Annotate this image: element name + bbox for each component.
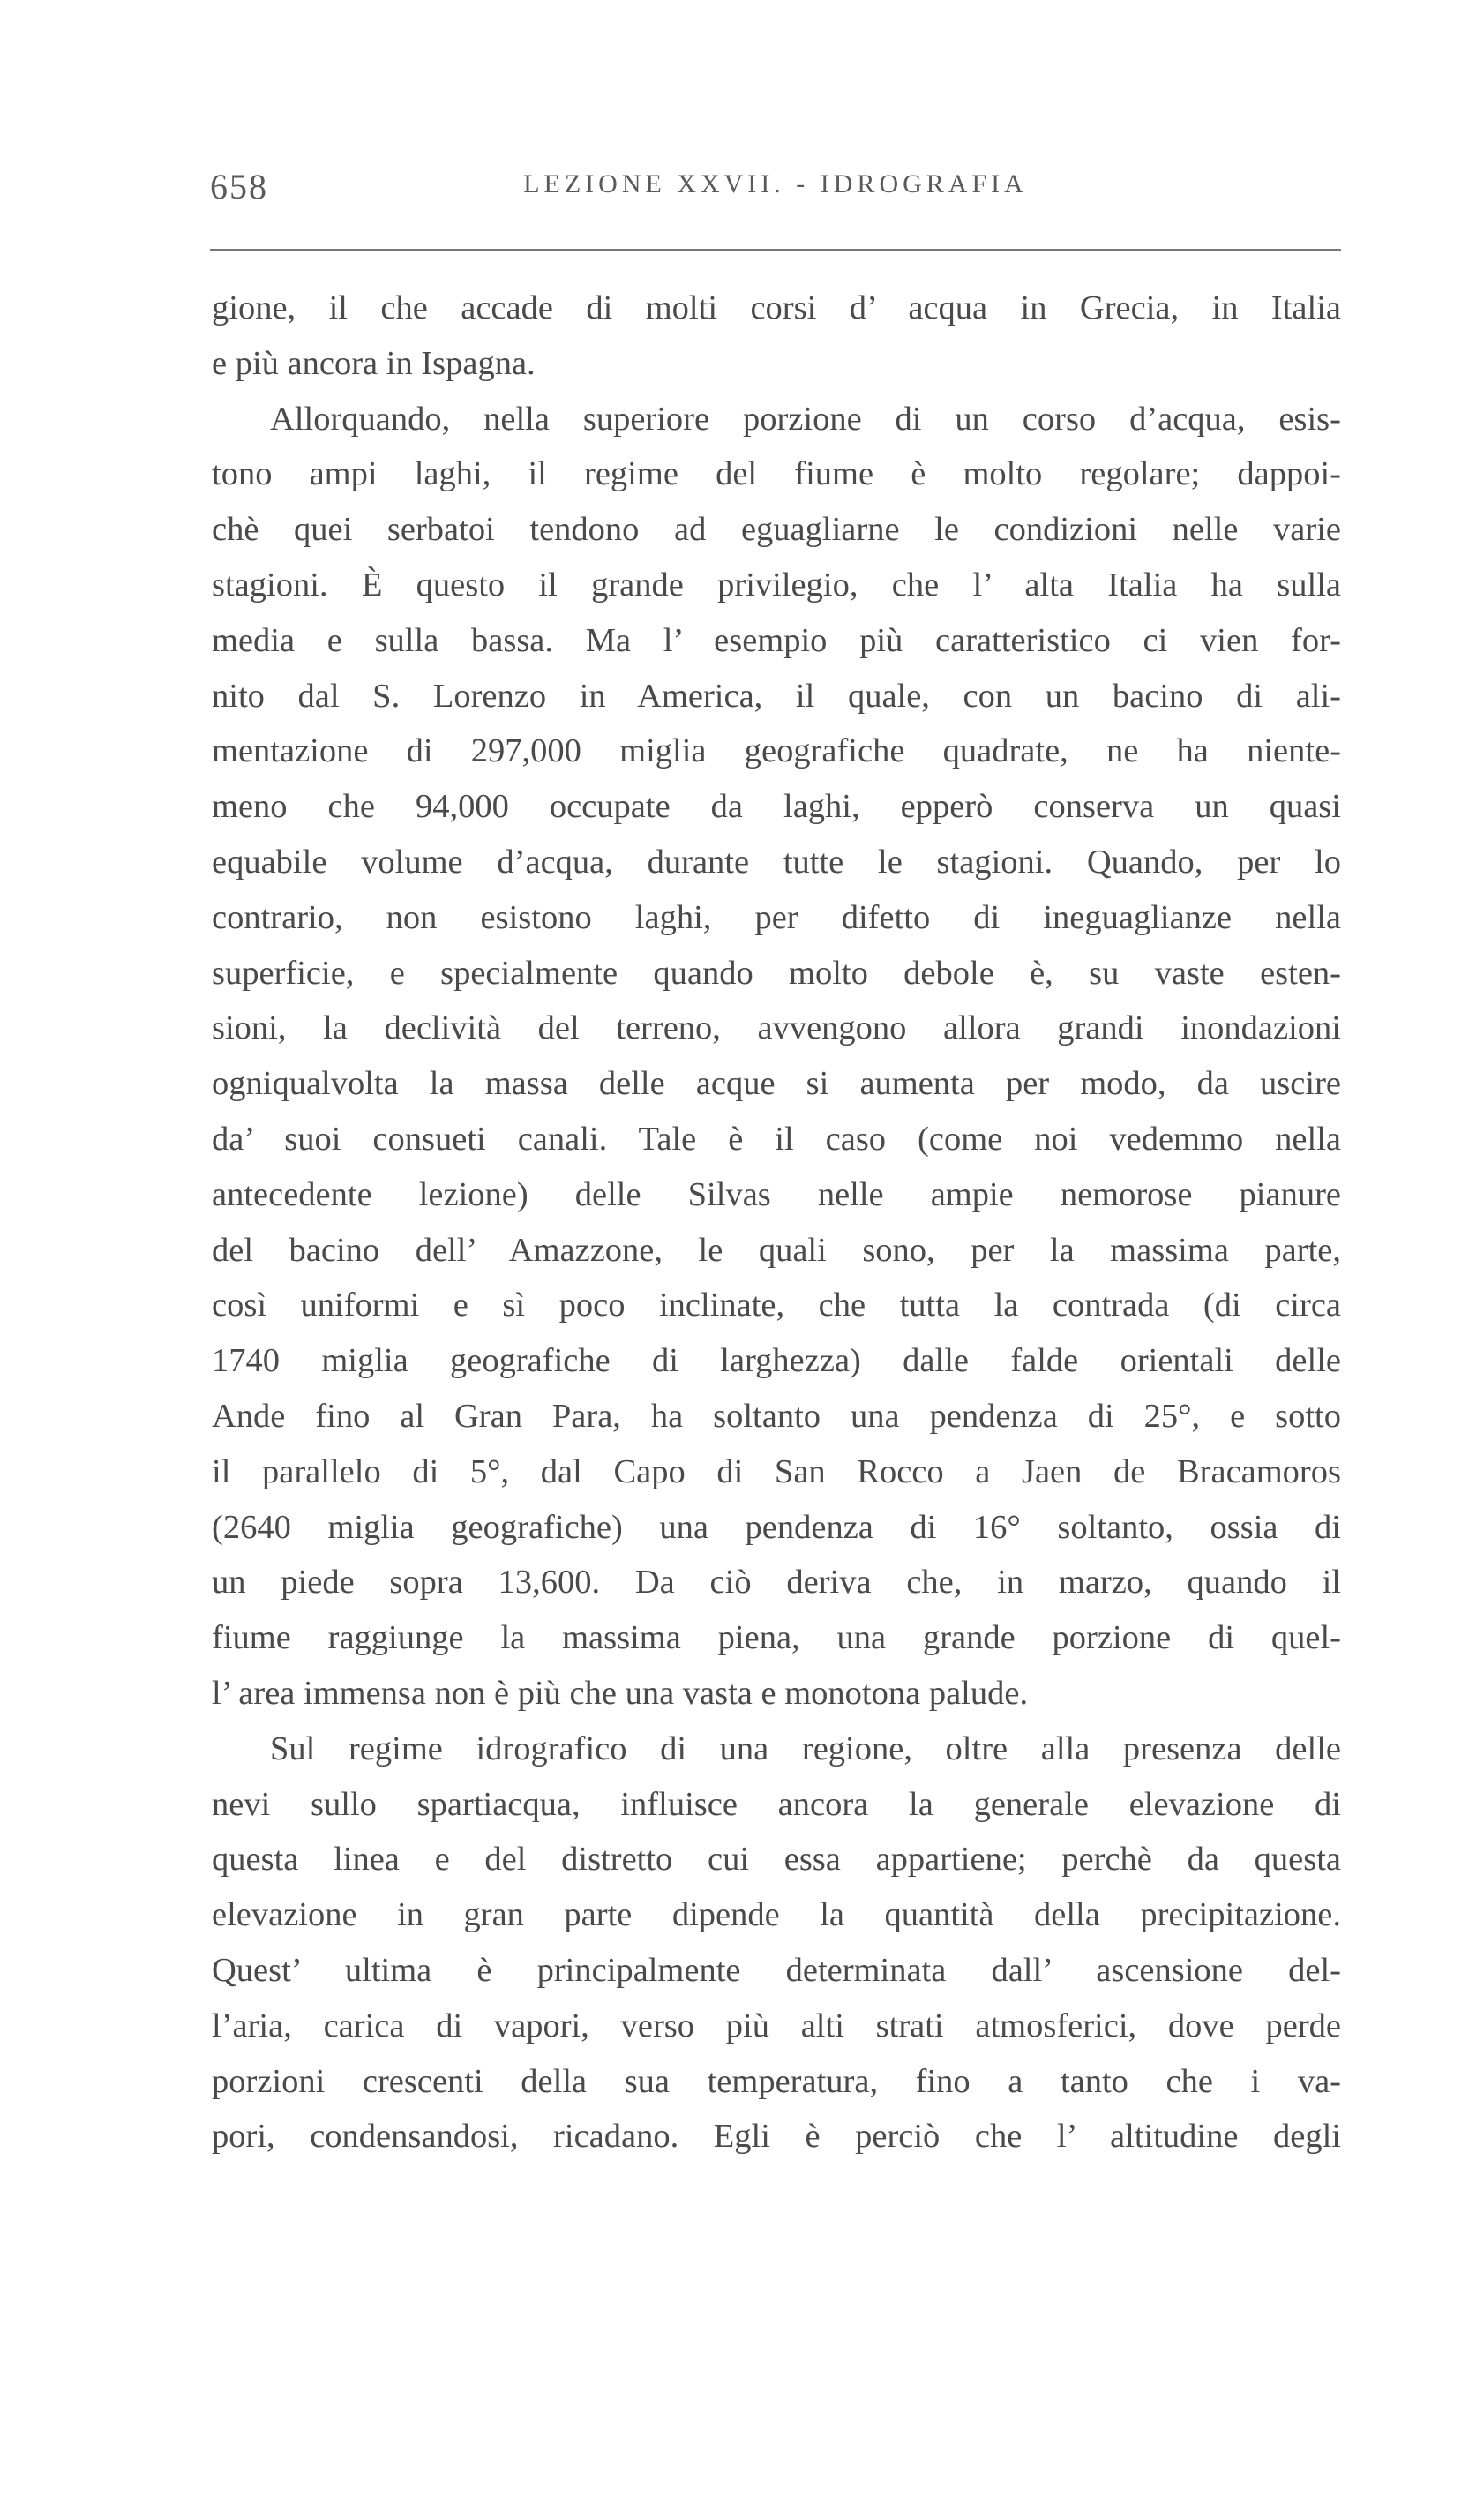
text-line: Sul regime idrografico di una regione, oltre alla presenza delle: [270, 1729, 1341, 1767]
text-line: Allorquando, nella superiore porzione di un corso d’acqua, esis-: [270, 400, 1341, 438]
page-number: 658: [210, 167, 268, 206]
running-head: LEZIONE XXVII. - IDROGRAFIA: [523, 169, 1028, 199]
text-line: nevi sullo spartiacqua, influisce ancora la generale elevazione di: [212, 1785, 1341, 1823]
text-line: ogniqualvolta la massa delle acque si aumenta per modo, da uscire: [212, 1065, 1341, 1103]
text-line: del bacino dell’ Amazzone, le quali sono, per la massima parte,: [212, 1231, 1341, 1269]
text-line: tono ampi laghi, il regime del fiume è molto regolare; dappoi-: [212, 455, 1341, 493]
text-line: contrario, non esistono laghi, per difetto di ineguaglianze nella: [212, 898, 1341, 936]
text-line: fiume raggiunge la massima piena, una grande porzione di quel-: [212, 1619, 1341, 1657]
text-line: (2640 miglia geografiche) una pendenza di 16° soltanto, ossia di: [212, 1508, 1341, 1546]
text-line: elevazione in gran parte dipende la quantità della precipitazione.: [212, 1896, 1341, 1934]
text-line: media e sulla bassa. Ma l’ esempio più caratteristico ci vien for-: [212, 621, 1341, 659]
text-line: pori, condensandosi, ricadano. Egli è perciò che l’ altitudine degli: [212, 2118, 1341, 2156]
text-line: stagioni. È questo il grande privilegio, che l’ alta Italia ha sulla: [212, 566, 1341, 604]
text-line: un piede sopra 13,600. Da ciò deriva che, in marzo, quando il: [212, 1564, 1341, 1602]
text-line: superficie, e specialmente quando molto debole è, su vaste esten-: [212, 954, 1341, 992]
text-line: Ande fino al Gran Para, ha soltanto una pendenza di 25°, e sotto: [212, 1397, 1341, 1435]
text-line: questa linea e del distretto cui essa appartiene; perchè da questa: [212, 1841, 1341, 1879]
text-line: mentazione di 297,000 miglia geografiche quadrate, ne ha niente-: [212, 732, 1341, 770]
text-line: nito dal S. Lorenzo in America, il quale, con un bacino di ali-: [212, 677, 1341, 715]
text-line: meno che 94,000 occupate da laghi, epperò conserva un quasi: [212, 788, 1341, 826]
header-rule: [210, 249, 1341, 251]
text-line: da’ suoi consueti canali. Tale è il caso (come noi vedemmo nella: [212, 1120, 1341, 1158]
text-line: 1740 miglia geografiche di larghezza) dalle falde orientali delle: [212, 1342, 1341, 1380]
body-text: [212, 281, 1341, 2164]
text-line: chè quei serbatoi tendono ad eguagliarne le condizioni nelle varie: [212, 511, 1341, 549]
text-line: equabile volume d’acqua, durante tutte le stagioni. Quando, per lo: [212, 843, 1341, 881]
text-line: l’aria, carica di vapori, verso più alti strati atmosferici, dove perde: [212, 2007, 1341, 2044]
text-line: sioni, la declività del terreno, avvengono allora grandi inondazioni: [212, 1009, 1341, 1047]
text-line: e più ancora in Ispagna.: [212, 344, 536, 382]
text-line: il parallelo di 5°, dal Capo di San Rocco a Jaen de Bracamoros: [212, 1452, 1341, 1490]
text-line: porzioni crescenti della sua temperatura, fino a tanto che i va-: [212, 2062, 1341, 2100]
text-line: Quest’ ultima è principalmente determinata dall’ ascensione del-: [212, 1951, 1341, 1989]
text-line: l’ area immensa non è più che una vasta e monotona palude.: [212, 1674, 1029, 1712]
text-line: gione, il che accade di molti corsi d’ acqua in Grecia, in Italia: [212, 289, 1341, 326]
text-line: antecedente lezione) delle Silvas nelle ampie nemorose pianure: [212, 1175, 1341, 1213]
text-line: così uniformi e sì poco inclinate, che tutta la contrada (di circa: [212, 1287, 1341, 1324]
page-header: [210, 166, 1341, 228]
